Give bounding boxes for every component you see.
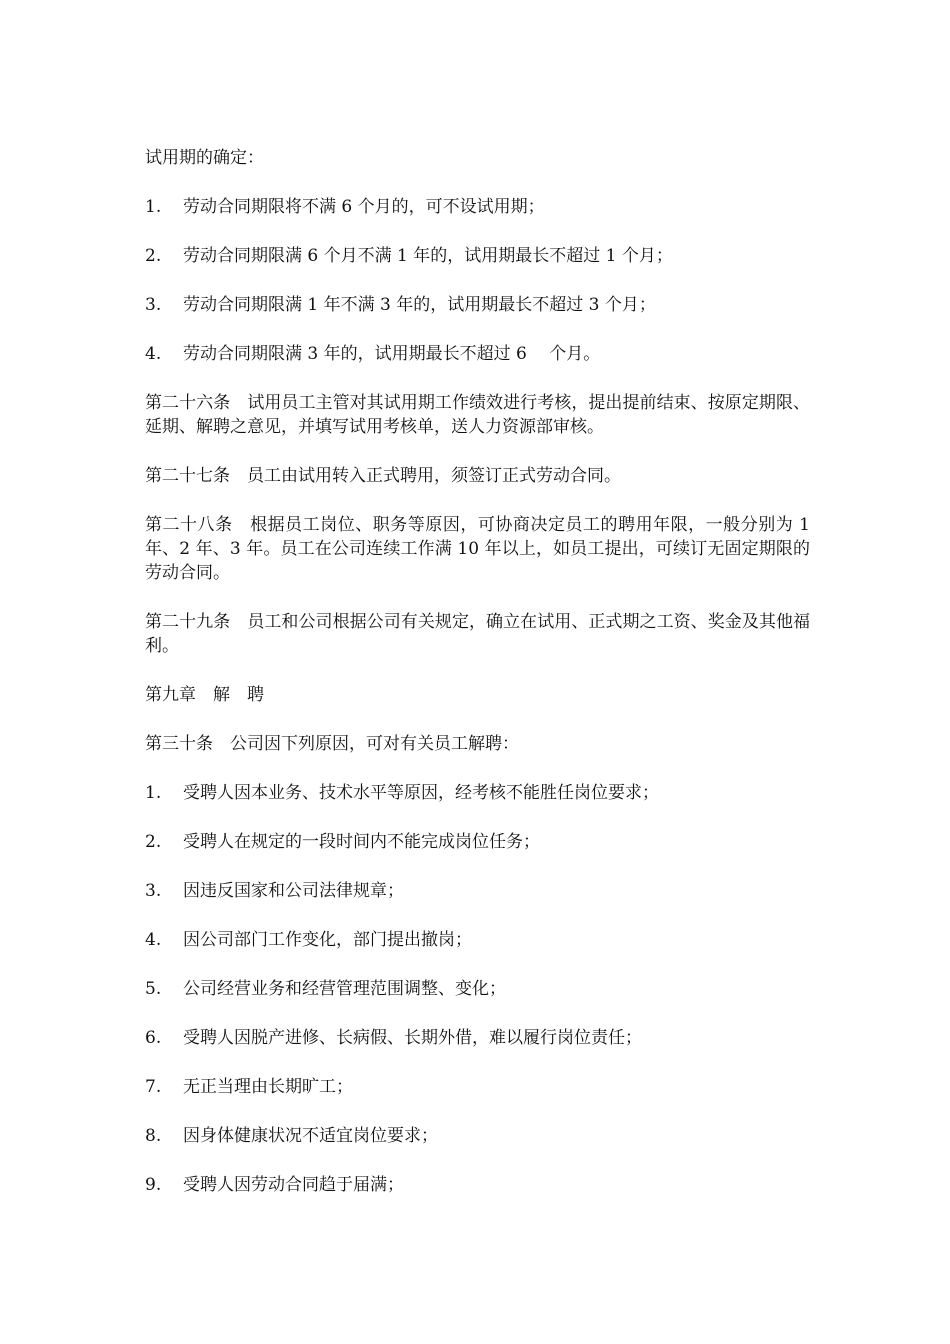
list-number: 1. (145, 783, 162, 803)
article-28: 第二十八条 根据员工岗位、职务等原因，可协商决定员工的聘用年限，一般分别为 1 年、2 年、3 年。员工在公司连续工作满 10 年以上，如员工提出，可续订无固定期限的劳动合同。 (145, 515, 810, 583)
dismissal-item-5 (145, 977, 810, 1001)
chapter-9-heading: 第九章 解 聘 (145, 685, 264, 705)
list-number: 1. (145, 197, 162, 217)
dismissal-item-1 (145, 781, 810, 805)
list-number: 2. (145, 832, 162, 852)
probation-item-1 (145, 195, 810, 219)
probation-heading: 试用期的确定： (145, 148, 264, 168)
list-text: 劳动合同期限满 1 年不满 3 年的，试用期最长不超过 3 个月； (183, 295, 656, 315)
dismissal-item-7 (145, 1075, 810, 1099)
article-29: 第二十九条 员工和公司根据公司有关规定，确立在试用、正式期之工资、奖金及其他福利。 (145, 612, 810, 656)
list-text: 无正当理由长期旷工； (183, 1077, 353, 1097)
dismissal-item-3 (145, 879, 810, 903)
list-text: 劳动合同期限满 3 年的，试用期最长不超过 6 个月。 (183, 344, 601, 364)
list-number: 3. (145, 881, 162, 901)
article-27: 第二十七条 员工由试用转入正式聘用，须签订正式劳动合同。 (145, 466, 621, 486)
probation-item-2 (145, 244, 810, 268)
dismissal-item-9 (145, 1173, 810, 1197)
probation-item-4 (145, 342, 810, 366)
list-text: 因违反国家和公司法律规章； (183, 881, 404, 901)
list-number: 7. (145, 1077, 162, 1097)
dismissal-item-8 (145, 1124, 810, 1148)
list-number: 6. (145, 1028, 162, 1048)
probation-item-3 (145, 293, 810, 317)
list-text: 受聘人因脱产进修、长病假、长期外借，难以履行岗位责任； (183, 1028, 642, 1048)
dismissal-item-6 (145, 1026, 810, 1050)
list-text: 因公司部门工作变化，部门提出撤岗； (183, 930, 472, 950)
list-number: 5. (145, 979, 162, 999)
article-26: 第二十六条 试用员工主管对其试用期工作绩效进行考核，提出提前结束、按原定期限、延期、解聘之意见，并填写试用考核单，送人力资源部审核。 (145, 393, 810, 437)
list-text: 劳动合同期限满 6 个月不满 1 年的，试用期最长不超过 1 个月； (183, 246, 673, 266)
document-page (145, 146, 810, 1222)
dismissal-item-2 (145, 830, 810, 854)
list-text: 受聘人因劳动合同趋于届满； (183, 1175, 404, 1195)
list-number: 3. (145, 295, 162, 315)
list-text: 受聘人因本业务、技术水平等原因，经考核不能胜任岗位要求； (183, 783, 659, 803)
article-30: 第三十条 公司因下列原因，可对有关员工解聘： (145, 734, 519, 754)
list-number: 2. (145, 246, 162, 266)
list-text: 公司经营业务和经营管理范围调整、变化； (183, 979, 506, 999)
list-text: 因身体健康状况不适宜岗位要求； (183, 1126, 438, 1146)
list-number: 9. (145, 1175, 162, 1195)
list-number: 8. (145, 1126, 162, 1146)
dismissal-item-4 (145, 928, 810, 952)
list-number: 4. (145, 344, 162, 364)
list-text: 受聘人在规定的一段时间内不能完成岗位任务； (183, 832, 540, 852)
list-number: 4. (145, 930, 162, 950)
list-text: 劳动合同期限将不满 6 个月的，可不设试用期； (183, 197, 545, 217)
